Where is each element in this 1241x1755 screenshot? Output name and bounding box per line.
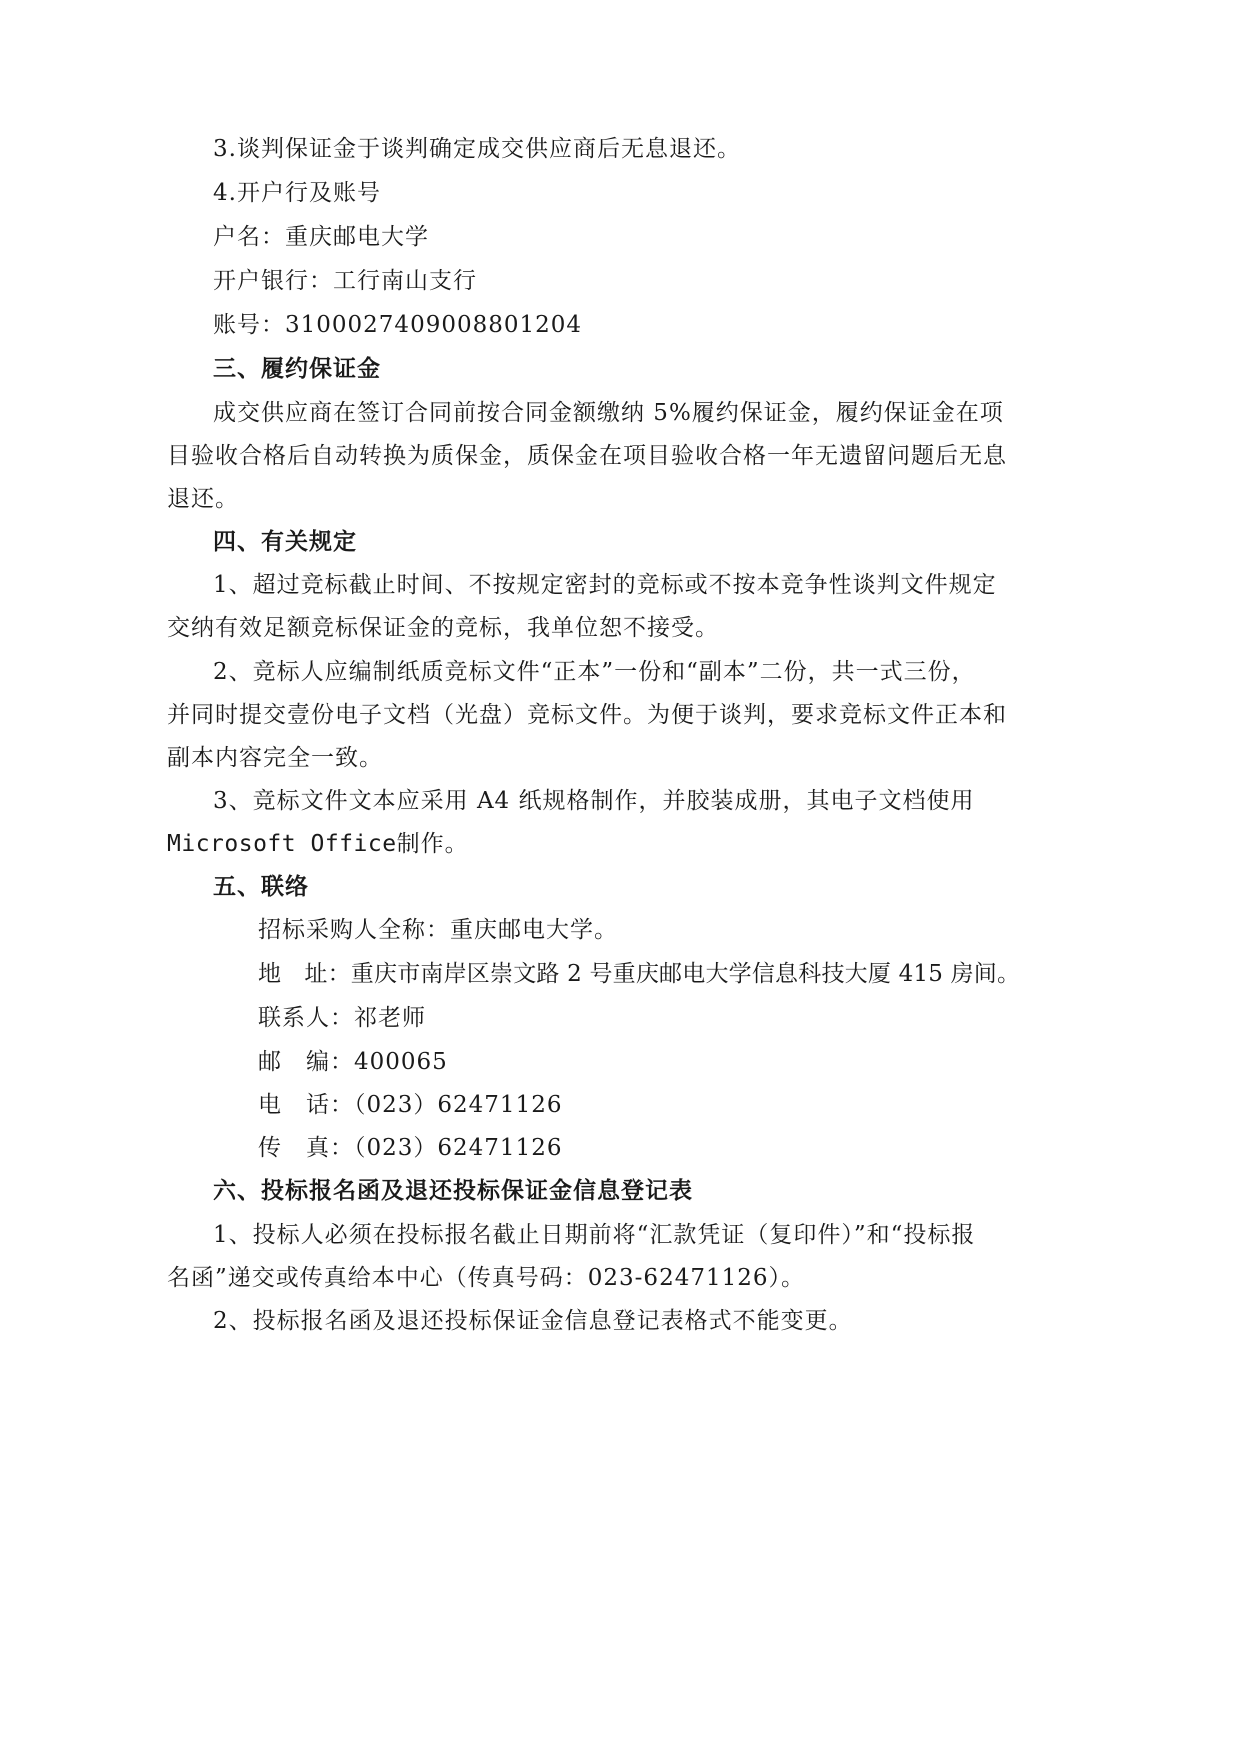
contact-address: 地 址：重庆市南岸区崇文路 2 号重庆邮电大学信息科技大厦 415 房间。 bbox=[258, 961, 1021, 987]
section-3-title: 三、履约保证金 bbox=[213, 356, 381, 382]
account-name: 户名：重庆邮电大学 bbox=[213, 224, 429, 250]
section-6-item-1-line-1: 1、投标人必须在投标报名截止日期前将“汇款凭证（复印件）”和“投标报 bbox=[213, 1222, 976, 1248]
section-6-item-2: 2、投标报名函及退还投标保证金信息登记表格式不能变更。 bbox=[213, 1308, 853, 1334]
para-bank-heading: 4.开户行及账号 bbox=[213, 180, 381, 206]
section-4-item-2-line-3: 副本内容完全一致。 bbox=[167, 745, 383, 771]
contact-zip: 邮 编：400065 bbox=[258, 1049, 448, 1075]
section-5-title: 五、联络 bbox=[213, 874, 309, 900]
account-number: 账号：3100027409008801204 bbox=[213, 312, 583, 338]
para-refund: 3.谈判保证金于谈判确定成交供应商后无息退还。 bbox=[213, 136, 741, 162]
section-4-item-2-line-1: 2、竞标人应编制纸质竞标文件“正本”一份和“副本”二份，共一式三份， bbox=[213, 659, 976, 685]
contact-organization: 招标采购人全称：重庆邮电大学。 bbox=[258, 917, 618, 943]
contact-person: 联系人：祁老师 bbox=[258, 1005, 426, 1031]
section-3-line-2: 目验收合格后自动转换为质保金，质保金在项目验收合格一年无遗留问题后无息 bbox=[167, 443, 1007, 469]
section-4-item-3-line-2 bbox=[167, 829, 469, 859]
software-name: Microsoft Office bbox=[167, 831, 397, 857]
contact-phone: 电 话：（023）62471126 bbox=[258, 1092, 563, 1118]
section-4-item-2-line-2: 并同时提交壹份电子文档（光盘）竞标文件。为便于谈判，要求竞标文件正本和 bbox=[167, 702, 1007, 728]
section-4-title: 四、有关规定 bbox=[213, 529, 357, 555]
section-3-line-3: 退还。 bbox=[167, 486, 239, 512]
section-4-item-1-line-1: 1、超过竞标截止时间、不按规定密封的竞标或不按本竞争性谈判文件规定 bbox=[213, 572, 997, 598]
section-4-item-3-tail: 制作。 bbox=[396, 831, 469, 857]
section-4-item-1-line-2: 交纳有效足额竞标保证金的竞标，我单位恕不接受。 bbox=[167, 615, 719, 641]
contact-fax: 传 真：（023）62471126 bbox=[258, 1135, 563, 1161]
bank-name: 开户银行：工行南山支行 bbox=[213, 268, 477, 294]
section-3-line-1: 成交供应商在签订合同前按合同金额缴纳 5%履约保证金，履约保证金在项 bbox=[213, 400, 1004, 426]
section-6-title: 六、投标报名函及退还投标保证金信息登记表 bbox=[213, 1178, 693, 1204]
section-4-item-3-line-1: 3、竞标文件文本应采用 A4 纸规格制作，并胶装成册，其电子文档使用 bbox=[213, 788, 975, 814]
section-6-item-1-line-2: 名函”递交或传真给本中心（传真号码：023-62471126）。 bbox=[167, 1265, 805, 1291]
